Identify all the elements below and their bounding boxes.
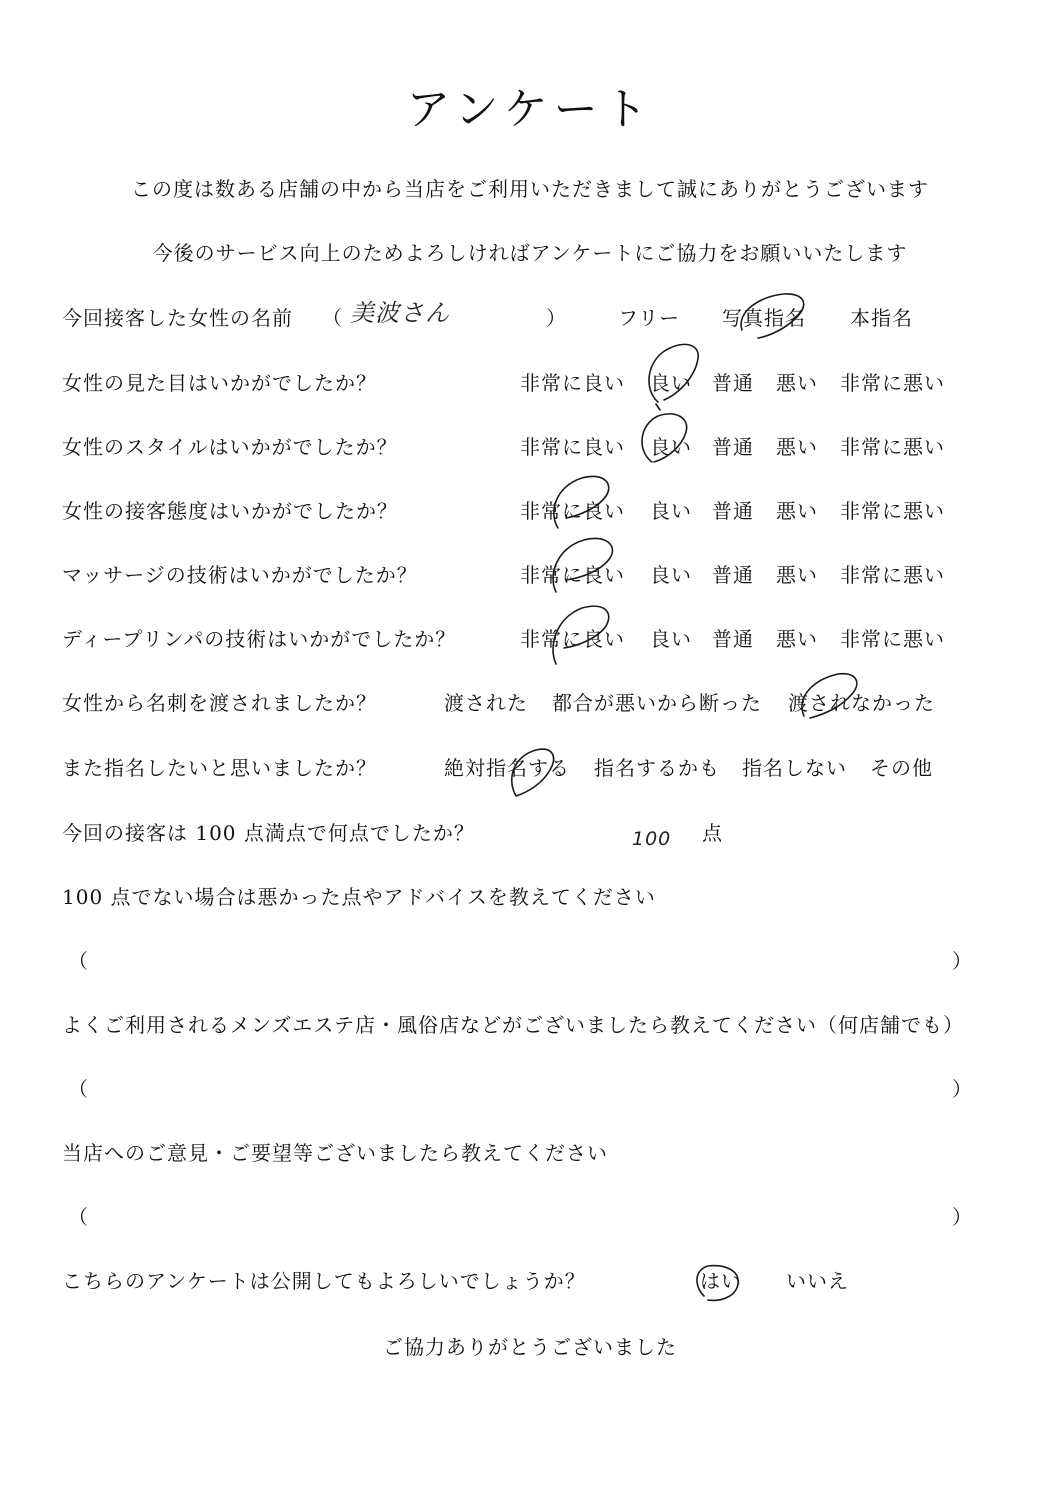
card-option-received: 渡された [444,691,528,715]
renominate-option-maybe: 指名するかも [594,756,720,780]
other-shops-close-paren: ） [952,1077,973,1101]
rating-question-4: マッサージの技術はいかがでしたか？ [62,563,418,587]
publish-question: こちらのアンケートは公開してもよろしいでしょうか？ [62,1269,586,1293]
scale-very-bad: 非常に悪い [840,627,945,651]
rating-question-5: ディープリンパの技術はいかがでしたか？ [62,627,457,651]
scale-normal: 普通 [712,499,754,523]
scale-good: 良い [650,371,692,395]
scale-very-good: 非常に良い [520,499,625,523]
scale-normal: 普通 [712,563,754,587]
advice-close-paren: ） [952,949,973,973]
renominate-question: また指名したいと思いましたか？ [62,756,377,780]
intro-line-1: この度は数ある店舗の中から当店をご利用いただきまして誠にありがとうございます [131,177,929,201]
card-question: 女性から名刺を渡されましたか？ [62,691,377,715]
renominate-option-definitely: 絶対指名する [444,756,570,780]
other-shops-question: よくご利用されるメンズエステ店・風俗店などがございましたら教えてください（何店舗でも） [62,1013,964,1037]
card-option-not-received: 渡されなかった [788,691,935,715]
name-label: 今回接客した女性の名前 [62,306,293,330]
feedback-close-paren: ） [952,1205,973,1229]
rating-question-1: 女性の見た目はいかがでしたか？ [62,371,377,395]
scale-very-good: 非常に良い [520,563,625,587]
scale-very-bad: 非常に悪い [840,563,945,587]
scale-normal: 普通 [712,435,754,459]
scale-bad: 悪い [776,627,818,651]
intro-line-2: 今後のサービス向上のためよろしければアンケートにご協力をお願いいたします [152,241,908,265]
score-unit: 点 [702,821,723,845]
scale-good: 良い [650,627,692,651]
scale-very-good: 非常に良い [520,371,625,395]
scale-bad: 悪い [776,435,818,459]
score-handwritten: 100 [632,828,672,850]
scale-very-bad: 非常に悪い [840,499,945,523]
publish-option-yes: はい [700,1269,742,1293]
closing-message: ご協力ありがとうございました [383,1335,677,1359]
scale-good: 良い [650,499,692,523]
card-option-declined: 都合が悪いから断った [552,691,762,715]
renominate-option-no: 指名しない [742,756,847,780]
rating-question-3: 女性の接客態度はいかがでしたか？ [62,499,398,523]
publish-option-no: いいえ [786,1269,849,1293]
other-shops-open-paren: （ [68,1077,89,1101]
scale-normal: 普通 [712,627,754,651]
scale-bad: 悪い [776,499,818,523]
scale-very-good: 非常に良い [520,627,625,651]
feedback-question: 当店へのご意見・ご要望等ございましたら教えてください [62,1141,608,1165]
scale-very-bad: 非常に悪い [840,435,945,459]
option-photo-nomination: 写真指名 [722,306,806,330]
scale-good: 良い [650,563,692,587]
advice-open-paren: （ [68,949,89,973]
scale-bad: 悪い [776,371,818,395]
scale-very-good: 非常に良い [520,435,625,459]
score-question: 今回の接客は 100 点満点で何点でしたか？ [62,821,475,845]
option-free: フリー [618,306,681,330]
scale-good: 良い [650,435,692,459]
name-handwritten: 美波さん [350,299,450,327]
feedback-open-paren: （ [68,1205,89,1229]
option-main-nomination: 本指名 [850,306,913,330]
renominate-option-other: その他 [870,756,933,780]
scale-normal: 普通 [712,371,754,395]
scale-very-bad: 非常に悪い [840,371,945,395]
rating-question-2: 女性のスタイルはいかがでしたか？ [62,435,398,459]
name-open-paren: （ [322,306,343,330]
name-close-paren: ） [546,306,567,330]
page-title: アンケート [406,84,654,135]
advice-question: 100 点でない場合は悪かった点やアドバイスを教えてください [62,885,656,909]
scale-bad: 悪い [776,563,818,587]
